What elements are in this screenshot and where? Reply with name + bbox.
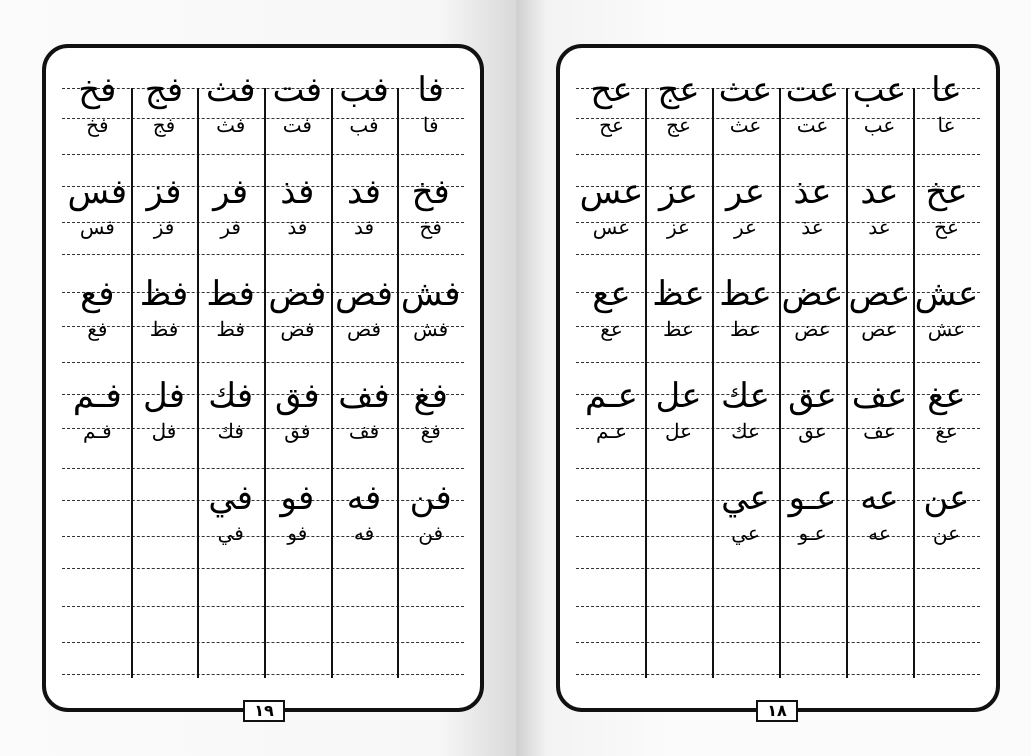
- letter-pair: عك: [721, 376, 770, 416]
- letter-pair: فر: [213, 172, 249, 212]
- letter-pair: عح: [590, 70, 633, 110]
- letter-pair-trace: عي: [731, 521, 760, 545]
- letter-cell: [264, 264, 331, 366]
- letter-pair: في: [208, 478, 253, 518]
- letter-cell: [913, 468, 980, 570]
- letter-cell: [264, 366, 331, 468]
- letter-pair: عغ: [927, 376, 966, 416]
- letter-pair: عظ: [652, 274, 705, 314]
- column-divider: [779, 88, 781, 678]
- letter-pair: عـم: [585, 376, 638, 416]
- letter-cell: [578, 468, 645, 570]
- letter-cell: [331, 468, 398, 570]
- letter-cell: [846, 366, 913, 468]
- letter-pair: عق: [788, 376, 837, 416]
- column-divider: [913, 88, 915, 678]
- letter-cell: [397, 60, 464, 162]
- letter-pair: عه: [860, 478, 899, 518]
- letter-cell: [331, 60, 398, 162]
- letter-pair: عش: [914, 274, 979, 314]
- column-divider: [712, 88, 714, 678]
- letter-cell: [645, 366, 712, 468]
- letter-pair-trace: فف: [348, 419, 380, 443]
- letter-pair-trace: فص: [346, 317, 382, 341]
- letter-pair: عج: [657, 70, 700, 110]
- letter-pair-trace: فج: [152, 113, 176, 137]
- guide-line: [576, 606, 980, 607]
- letter-pair-trace: عا: [937, 113, 956, 137]
- letter-pair: عط: [719, 274, 772, 314]
- letter-pair-trace: عض: [794, 317, 831, 341]
- letter-cell: [131, 264, 198, 366]
- letter-cell: [197, 366, 264, 468]
- letter-pair-trace: فك: [217, 419, 244, 443]
- letter-pair-trace: فخ: [86, 113, 109, 137]
- letter-pair-trace: فط: [216, 317, 245, 341]
- letter-pair-trace: فو: [287, 521, 308, 545]
- letter-cell: [645, 162, 712, 264]
- letter-pair: عس: [579, 172, 644, 212]
- letter-pair: عف: [851, 376, 908, 416]
- letter-cell: [578, 264, 645, 366]
- letter-cell: [264, 162, 331, 264]
- letter-pair: عب: [852, 70, 907, 110]
- letter-pair: عث: [718, 70, 773, 110]
- column-divider: [397, 88, 399, 678]
- letter-pair-trace: فا: [422, 113, 439, 137]
- letter-pair: فغ: [413, 376, 448, 416]
- letter-cell: [712, 60, 779, 162]
- letter-cell: [846, 162, 913, 264]
- letter-cell: [712, 162, 779, 264]
- guide-line: [576, 642, 980, 643]
- letter-pair-trace: فس: [79, 215, 115, 239]
- letter-pair-trace: فع: [87, 317, 108, 341]
- letter-cell: [197, 468, 264, 570]
- letter-cell: [264, 468, 331, 570]
- letter-cell: [913, 162, 980, 264]
- letter-pair-trace: عز: [667, 215, 690, 239]
- letter-pair: فز: [146, 172, 182, 212]
- letter-pair-trace: فد: [353, 215, 375, 239]
- letter-cell: [331, 366, 398, 468]
- letter-pair-trace: عـو: [798, 521, 827, 545]
- letter-pair-trace: فث: [216, 113, 246, 137]
- letter-pair-trace: عح: [599, 113, 624, 137]
- letter-pair: فت: [272, 70, 323, 110]
- letter-pair: فك: [208, 376, 254, 416]
- letter-pair: عخ: [925, 172, 968, 212]
- letter-pair: عـو: [788, 478, 837, 518]
- letter-cell: [64, 366, 131, 468]
- letter-cell: [131, 162, 198, 264]
- letter-pair: عع: [592, 274, 631, 314]
- letter-pair-trace: فخ: [419, 215, 442, 239]
- letter-pair-trace: عك: [731, 419, 760, 443]
- letter-pair: عر: [725, 172, 766, 212]
- column-divider: [331, 88, 333, 678]
- letter-cell: [64, 264, 131, 366]
- letter-pair: فج: [144, 70, 184, 110]
- letter-pair: فن: [409, 478, 452, 518]
- letter-pair: فا: [417, 70, 444, 110]
- letter-pair: فه: [346, 478, 382, 518]
- letter-pair-trace: عع: [600, 317, 623, 341]
- column-divider: [131, 88, 133, 678]
- letter-pair: فق: [275, 376, 320, 416]
- column-divider: [264, 88, 266, 678]
- letter-cell: [331, 162, 398, 264]
- letter-pair: عي: [721, 478, 770, 518]
- guide-line: [62, 642, 464, 643]
- letter-pair-trace: عه: [868, 521, 891, 545]
- letter-cell: [645, 60, 712, 162]
- letter-pair-trace: عخ: [934, 215, 959, 239]
- letter-cell: [846, 264, 913, 366]
- letter-pair-trace: عر: [734, 215, 757, 239]
- letter-pair-trace: في: [217, 521, 244, 545]
- letter-pair-trace: فش: [413, 317, 449, 341]
- letter-pair-trace: فر: [220, 215, 241, 239]
- letter-pair: عض: [781, 274, 844, 314]
- letter-cell: [779, 264, 846, 366]
- letter-pair-trace: عص: [861, 317, 898, 341]
- letter-pair-trace: عش: [927, 317, 966, 341]
- letter-pair-trace: عق: [798, 419, 827, 443]
- letter-pair-trace: فز: [153, 215, 175, 239]
- letter-cell: [64, 468, 131, 570]
- letter-cell: [131, 468, 198, 570]
- letter-pair: فس: [67, 172, 128, 212]
- page-number: ١٨: [756, 700, 798, 722]
- letter-cell: [712, 468, 779, 570]
- letter-pair-trace: فب: [349, 113, 379, 137]
- letter-pair: فل: [143, 376, 186, 416]
- letter-cell: [913, 60, 980, 162]
- letter-pair: عز: [658, 172, 699, 212]
- letter-pair: عد: [860, 172, 899, 212]
- letter-pair: فب: [339, 70, 389, 110]
- letter-pair: فش: [400, 274, 461, 314]
- letter-cell: [64, 60, 131, 162]
- letter-pair: فو: [280, 478, 315, 518]
- letter-cell: [578, 60, 645, 162]
- letter-pair: عت: [785, 70, 840, 110]
- letter-pair-trace: فن: [418, 521, 444, 545]
- letter-cell: [779, 468, 846, 570]
- letter-pair-trace: فض: [280, 317, 315, 341]
- letter-pair-trace: عل: [664, 419, 693, 443]
- guide-line: [576, 674, 980, 675]
- letter-cell: [712, 264, 779, 366]
- letter-cell: [712, 366, 779, 468]
- letter-pair-trace: فـم: [82, 419, 112, 443]
- letter-cell: [578, 162, 645, 264]
- letter-pair: عا: [931, 70, 962, 110]
- letter-cell: [397, 264, 464, 366]
- letter-cell: [397, 366, 464, 468]
- letter-cell: [197, 264, 264, 366]
- letter-pair: عص: [848, 274, 911, 314]
- letter-pair-trace: عد: [868, 215, 891, 239]
- letter-cell: [64, 162, 131, 264]
- letter-pair-trace: عظ: [663, 317, 694, 341]
- letter-cell: [846, 60, 913, 162]
- letter-pair: فظ: [139, 274, 189, 314]
- letter-pair-trace: عج: [666, 113, 691, 137]
- letter-pair-trace: عـم: [595, 419, 628, 443]
- letter-pair: فخ: [411, 172, 450, 212]
- letter-pair-trace: فل: [151, 419, 177, 443]
- letter-pair: فض: [268, 274, 327, 314]
- letter-cell: [131, 60, 198, 162]
- letter-cell: [397, 162, 464, 264]
- letter-pair-trace: فغ: [420, 419, 441, 443]
- letter-pair-trace: فق: [284, 419, 311, 443]
- letter-pair: فث: [205, 70, 256, 110]
- letter-pair: عل: [655, 376, 702, 416]
- letter-pair: فـم: [72, 376, 122, 416]
- letter-pair: عن: [923, 478, 970, 518]
- page-number: ١٩: [243, 700, 285, 722]
- letter-pair: فذ: [280, 172, 315, 212]
- letter-pair-trace: عن: [932, 521, 961, 545]
- letter-pair-trace: عط: [730, 317, 761, 341]
- letter-cell: [131, 366, 198, 468]
- letter-cell: [197, 162, 264, 264]
- letter-pair-trace: فت: [282, 113, 312, 137]
- column-divider: [846, 88, 848, 678]
- letter-cell: [331, 264, 398, 366]
- letter-pair-trace: فذ: [287, 215, 308, 239]
- letter-cell: [645, 264, 712, 366]
- letter-cell: [779, 366, 846, 468]
- letter-cell: [779, 162, 846, 264]
- letter-cell: [913, 264, 980, 366]
- letter-cell: [197, 60, 264, 162]
- guide-line: [62, 674, 464, 675]
- letter-pair: فخ: [78, 70, 117, 110]
- letter-pair-trace: عف: [863, 419, 896, 443]
- letter-pair-trace: عذ: [801, 215, 824, 239]
- letter-pair-trace: عغ: [935, 419, 958, 443]
- letter-pair: فط: [206, 274, 255, 314]
- letter-pair-trace: فه: [353, 521, 375, 545]
- letter-cell: [779, 60, 846, 162]
- letter-pair: عذ: [793, 172, 832, 212]
- letter-pair-trace: عب: [863, 113, 896, 137]
- letter-cell: [264, 60, 331, 162]
- letter-pair-trace: عت: [796, 113, 829, 137]
- letter-pair: فص: [335, 274, 393, 314]
- letter-pair-trace: عث: [729, 113, 762, 137]
- right-page-frame: [556, 44, 1000, 720]
- letter-cell: [397, 468, 464, 570]
- column-divider: [645, 88, 647, 678]
- column-divider: [197, 88, 199, 678]
- letter-pair: فد: [346, 172, 382, 212]
- letter-pair: فع: [80, 274, 115, 314]
- letter-pair: فف: [338, 376, 390, 416]
- letter-pair-trace: فظ: [149, 317, 179, 341]
- letter-cell: [846, 468, 913, 570]
- guide-line: [62, 606, 464, 607]
- letter-cell: [913, 366, 980, 468]
- letter-pair-trace: عس: [592, 215, 631, 239]
- left-page-frame: [42, 44, 484, 720]
- letter-cell: [578, 366, 645, 468]
- letter-cell: [645, 468, 712, 570]
